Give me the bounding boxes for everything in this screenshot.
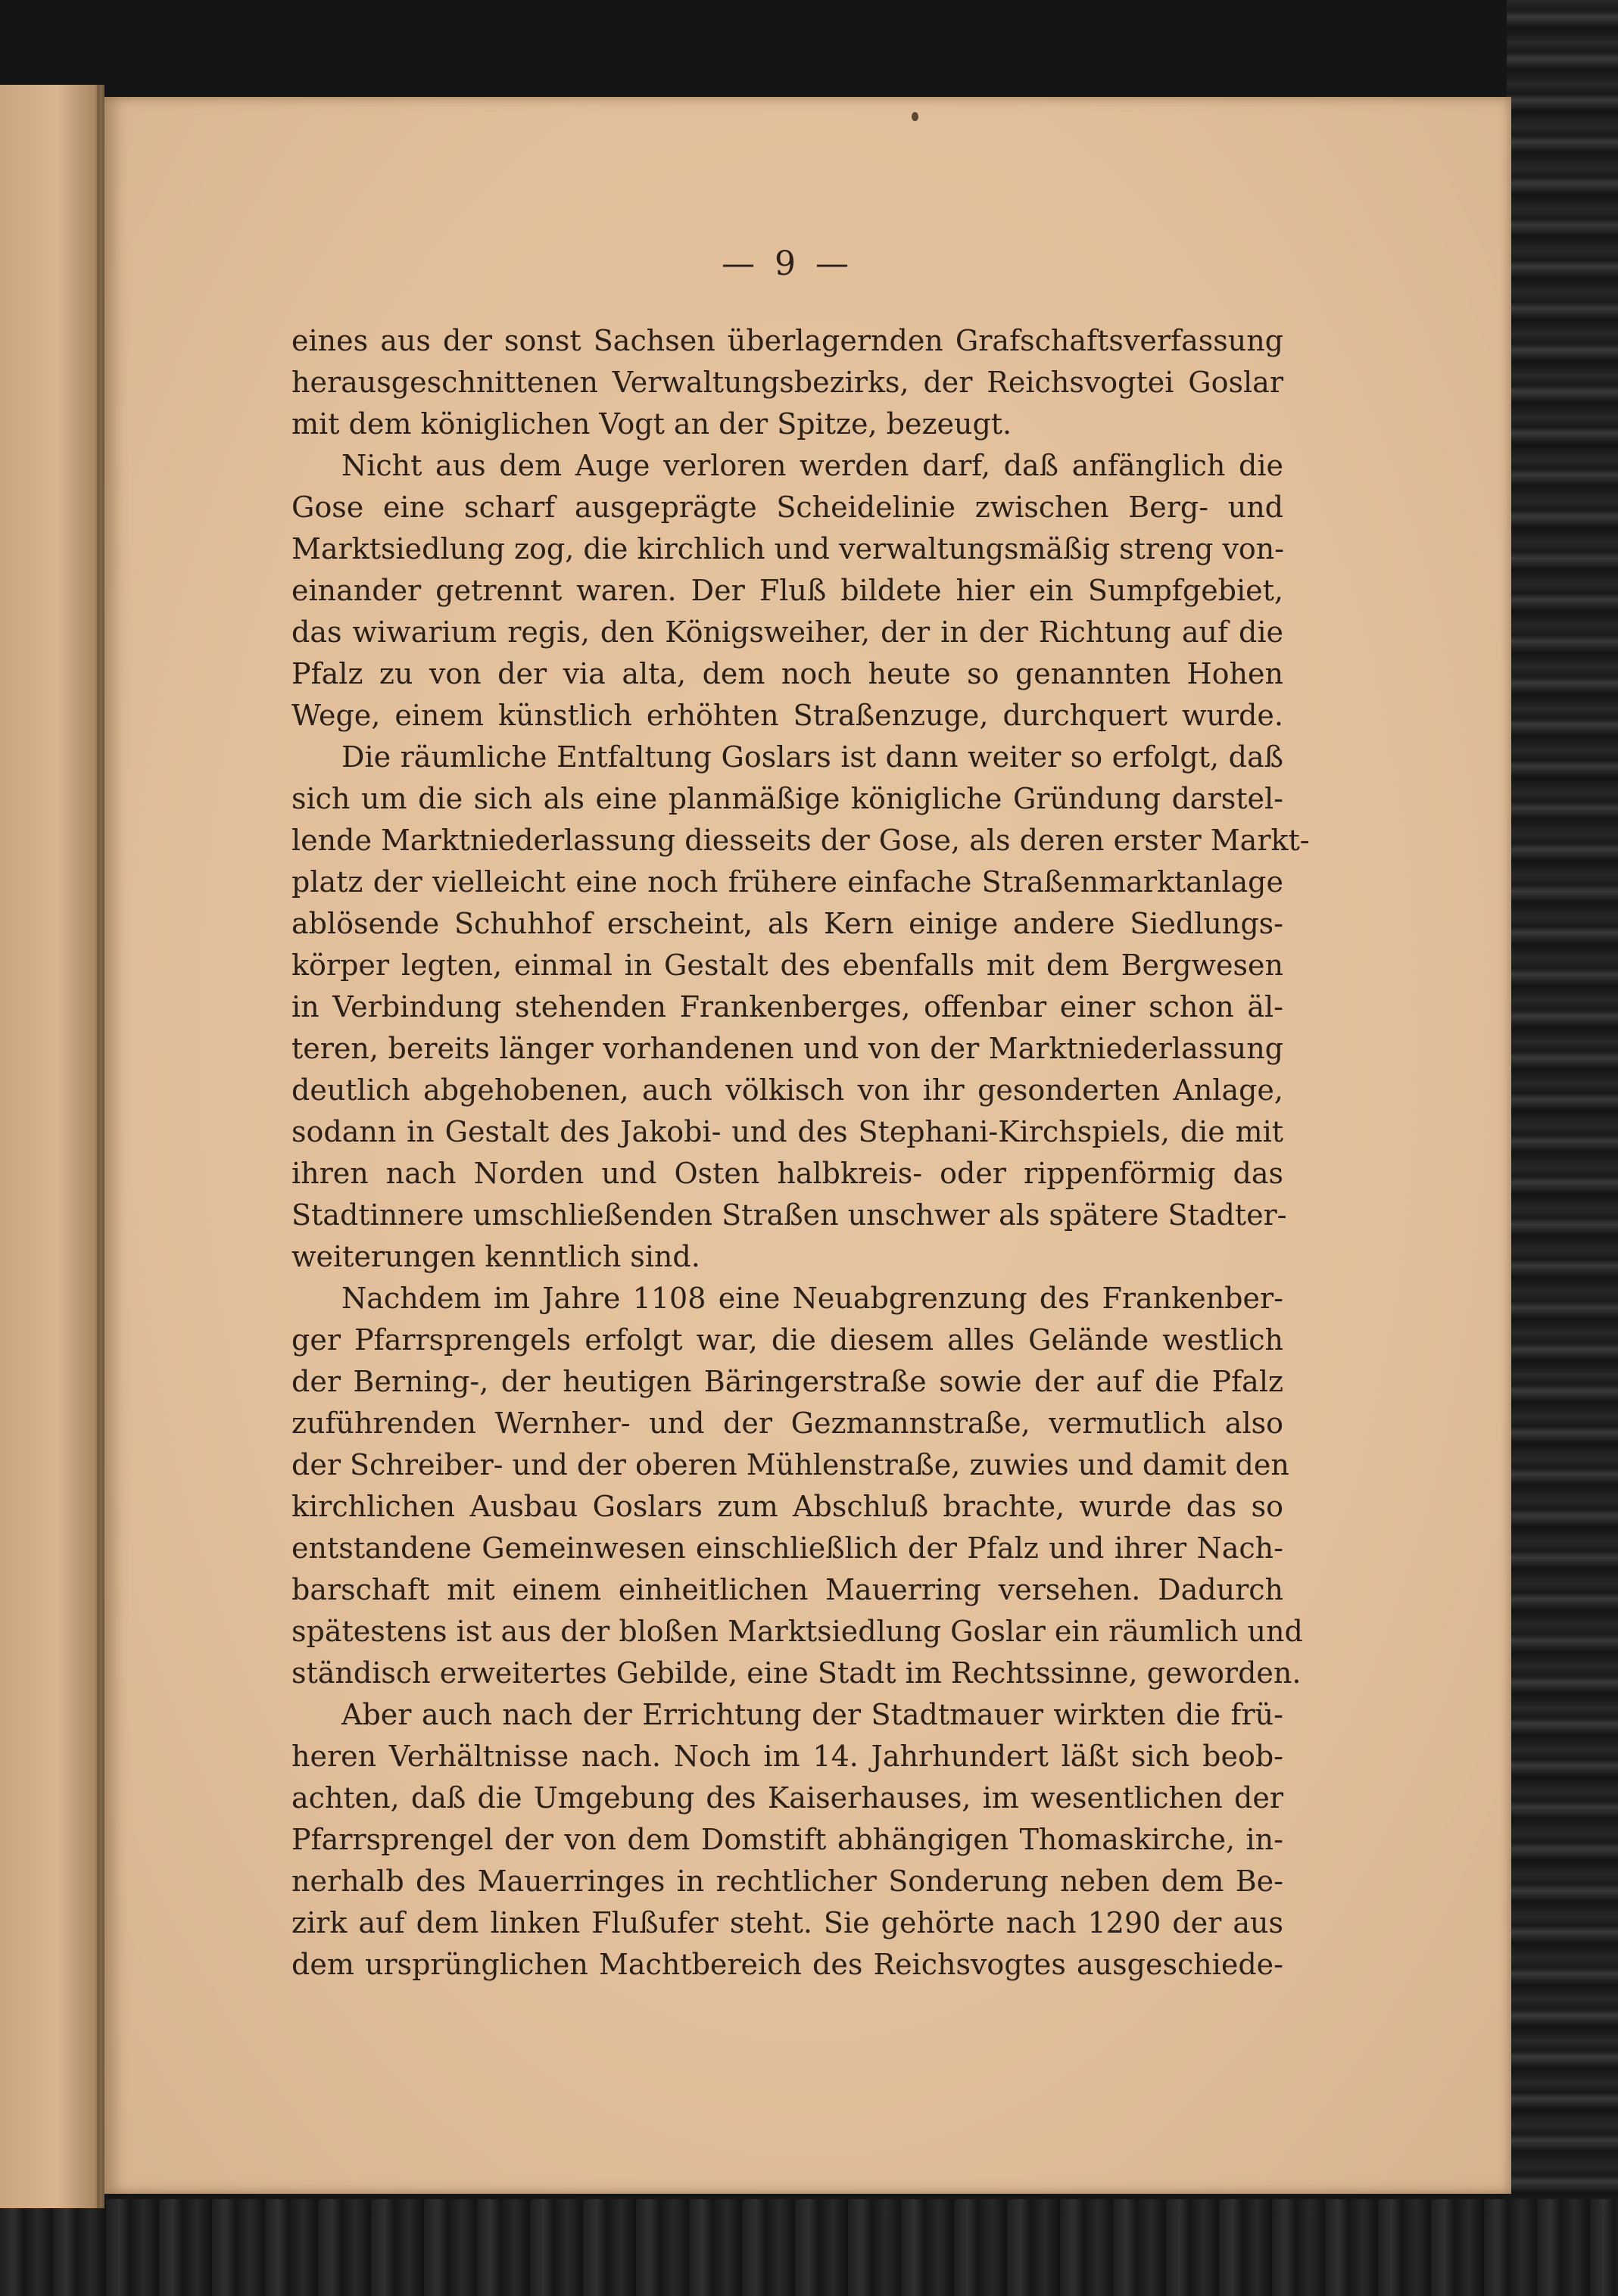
page-number: — 9 — xyxy=(722,245,853,283)
text-line: Stadtinnere umschließenden Straßen unschwer als spätere Stadter- xyxy=(291,1198,1287,1232)
text-line: spätestens ist aus der bloßen Marktsiedlung Goslar ein räumlich und xyxy=(291,1615,1303,1648)
facing-page-edge xyxy=(0,85,104,2208)
text-line: Nachdem im Jahre 1108 eine Neuabgrenzung des Frankenber- xyxy=(341,1282,1283,1315)
text-line: Marktsiedlung zog, die kirchlich und verwaltungsmäßig streng von- xyxy=(291,532,1285,565)
text-line: platz der vielleicht eine noch frühere einfache Straßenmarktanlage xyxy=(291,865,1283,899)
text-line: sodann in Gestalt des Jakobi- und des Stephani-Kirchspiels, die mit xyxy=(291,1115,1283,1148)
text-line: heren Verhältnisse nach. Noch im 14. Jahrhundert läßt sich beob- xyxy=(291,1740,1283,1773)
text-line: eines aus der sonst Sachsen überlagernden Grafschaftsverfassung xyxy=(291,324,1283,357)
text-line: herausgeschnittenen Verwaltungsbezirks, der Reichsvogtei Goslar xyxy=(291,366,1283,399)
text-line: Wege, einem künstlich erhöhten Straßenzuge, durchquert wurde. xyxy=(291,699,1283,732)
paragraph xyxy=(291,445,1283,737)
text-line: achten, daß die Umgebung des Kaiserhauses, im wesentlichen der xyxy=(291,1781,1283,1815)
paragraph xyxy=(291,320,1283,445)
text-line: der Berning-, der heutigen Bäringerstraße sowie der auf die Pfalz xyxy=(291,1365,1283,1398)
text-line: ständisch erweitertes Gebilde, eine Stadt im Rechtssinne, geworden. xyxy=(291,1656,1302,1690)
text-line: dem ursprünglichen Machtbereich des Reichsvogtes ausgeschiede- xyxy=(291,1948,1283,1981)
text-line: nerhalb des Mauerringes in rechtlicher Sonderung neben dem Be- xyxy=(291,1865,1283,1898)
text-line: körper legten, einmal in Gestalt des ebenfalls mit dem Bergwesen xyxy=(291,949,1283,982)
text-line: Pfarrsprengel der von dem Domstift abhängigen Thomaskirche, in- xyxy=(291,1823,1283,1856)
text-line: barschaft mit einem einheitlichen Mauerring versehen. Dadurch xyxy=(291,1573,1283,1606)
text-line: mit dem königlichen Vogt an der Spitze, bezeugt. xyxy=(291,407,1012,441)
text-line: Aber auch nach der Errichtung der Stadtmauer wirkten die frü- xyxy=(341,1698,1283,1731)
text-line: Die räumliche Entfaltung Goslars ist dann weiter so erfolgt, daß xyxy=(341,740,1283,774)
paragraph xyxy=(291,737,1310,1278)
text-line: lende Marktniederlassung diesseits der Gose, als deren erster Markt- xyxy=(291,824,1310,857)
text-line: deutlich abgehobenen, auch völkisch von ihr gesonderten Anlage, xyxy=(291,1073,1283,1107)
text-line: ger Pfarrsprengels erfolgt war, die diesem alles Gelände westlich xyxy=(291,1323,1283,1357)
text-line: weiterungen kenntlich sind. xyxy=(291,1240,700,1273)
text-line: das wiwarium regis, den Königsweiher, der in der Richtung auf die xyxy=(291,615,1283,649)
text-line: Nicht aus dem Auge verloren werden darf, daß anfänglich die xyxy=(341,449,1283,482)
paragraph xyxy=(291,1278,1303,1694)
scanner-backdrop-right xyxy=(1507,0,1618,2296)
text-line: der Schreiber- und der oberen Mühlenstraße, zuwies und damit den xyxy=(291,1448,1289,1481)
text-line: Pfalz zu von der via alta, dem noch heute so genannten Hohen xyxy=(291,657,1283,690)
paper-speck xyxy=(912,112,918,121)
text-line: sich um die sich als eine planmäßige königliche Gründung darstel- xyxy=(291,782,1283,815)
text-line: ihren nach Norden und Osten halbkreis- oder rippenförmig das xyxy=(291,1157,1283,1190)
text-line: teren, bereits länger vorhandenen und von der Marktniederlassung xyxy=(291,1032,1283,1065)
text-line: zirk auf dem linken Flußufer steht. Sie gehörte nach 1290 der aus xyxy=(291,1906,1283,1939)
scanner-backdrop-bottom xyxy=(0,2199,1618,2296)
text-line: einander getrennt waren. Der Fluß bildete hier ein Sumpfgebiet, xyxy=(291,574,1283,607)
text-line: in Verbindung stehenden Frankenberges, offenbar einer schon äl- xyxy=(291,990,1283,1023)
text-line: Gose eine scharf ausgeprägte Scheidelinie zwischen Berg- und xyxy=(291,491,1283,524)
body-text xyxy=(291,320,1310,1986)
text-line: entstandene Gemeinwesen einschließlich der Pfalz und ihrer Nach- xyxy=(291,1531,1283,1565)
paragraph xyxy=(291,1694,1283,1986)
text-line: kirchlichen Ausbau Goslars zum Abschluß brachte, wurde das so xyxy=(291,1490,1283,1523)
text-line: ablösende Schuhhof erscheint, als Kern einige andere Siedlungs- xyxy=(291,907,1283,940)
text-line: zuführenden Wernher- und der Gezmannstraße, vermutlich also xyxy=(291,1407,1283,1440)
book-spine xyxy=(97,85,100,2208)
